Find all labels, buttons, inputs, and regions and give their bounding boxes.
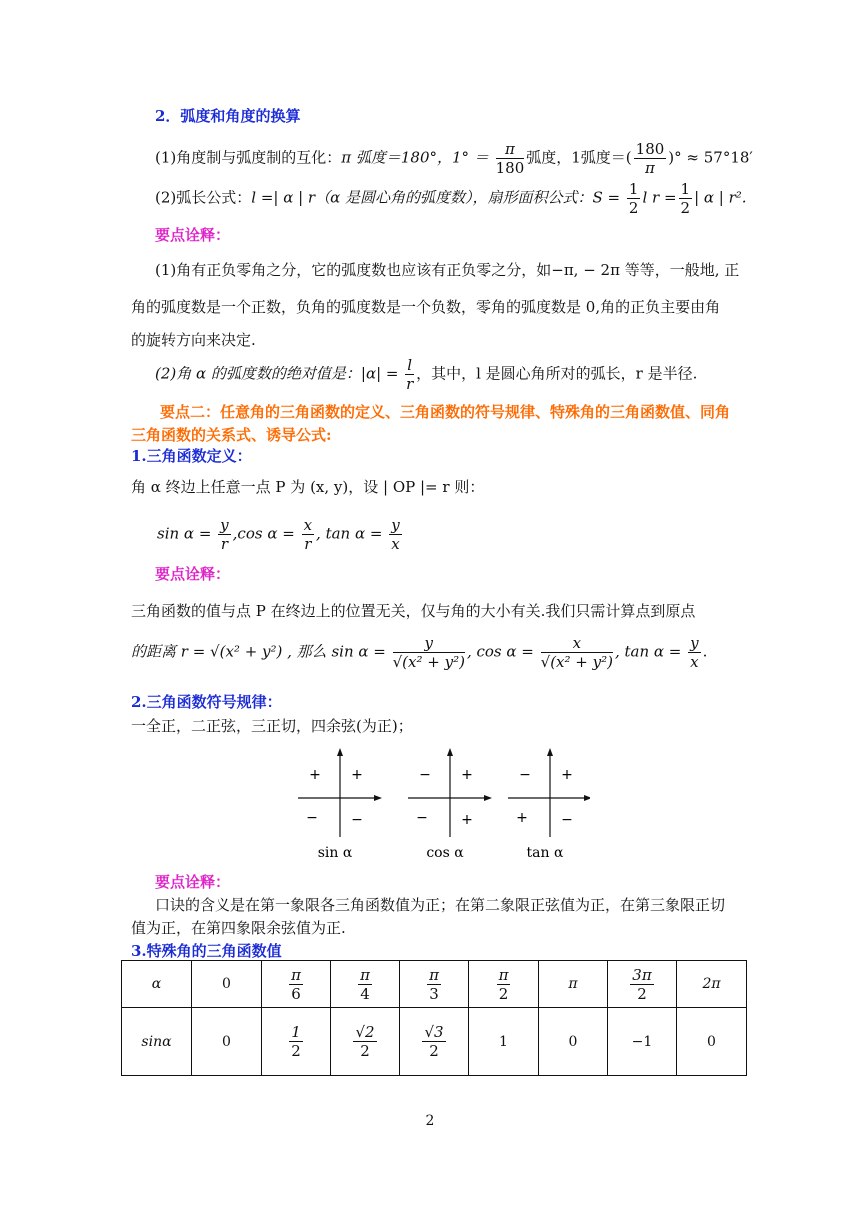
x-axis-arrow-icon <box>374 795 382 801</box>
x-axis-arrow-icon <box>484 795 492 801</box>
fraction-numerator: π <box>429 965 439 984</box>
x-over-r-fraction <box>302 516 314 553</box>
quadrant-sign: − <box>416 810 428 826</box>
x-over-sqrt-fraction <box>541 634 613 671</box>
fraction-numerator: l <box>407 356 413 374</box>
fraction-denominator: r <box>406 375 414 393</box>
arc-length-text-b: l r = <box>642 188 677 207</box>
table-cell <box>262 961 331 1008</box>
table-cell: α <box>122 961 192 1008</box>
quadrant-diagram <box>508 748 590 861</box>
quadrant-sign: + <box>461 812 473 828</box>
diagram-label: sin α <box>317 845 353 861</box>
table-cell <box>262 1008 331 1076</box>
cell-fraction <box>427 966 441 1003</box>
special-values-title: 3.特殊角的三角函数值 <box>131 942 282 960</box>
fraction-numerator: √3 <box>424 1023 444 1041</box>
fraction-numerator: 3π <box>632 965 652 984</box>
fraction-numerator: y <box>391 516 400 534</box>
note-line2-text-d: . <box>702 642 708 661</box>
fraction-numerator: π <box>360 965 370 984</box>
quadrant-sign: − <box>519 767 531 783</box>
page-number: 2 <box>425 1113 435 1129</box>
tan-label: , tan α = <box>316 524 383 543</box>
note2-line <box>155 356 697 393</box>
note-line2-text-a: 的距离 r = √(x² + y²) , 那么 sin α = <box>131 642 386 661</box>
special-values-table <box>121 960 747 1076</box>
note1-line1: (1)角有正负零角之分，它的弧度数也应该有正负零之分，如−π, − 2π 等等，一般地, 正 <box>155 261 740 279</box>
180-over-pi-fraction <box>634 140 667 177</box>
table-cell <box>400 1008 469 1076</box>
table-cell <box>608 961 677 1008</box>
quadrant-sign: − <box>351 812 363 828</box>
y-over-r-fraction <box>218 516 230 553</box>
table-cell <box>400 961 469 1008</box>
arc-length-text-c: | α | r². <box>694 188 747 207</box>
fraction-denominator: 2 <box>498 984 509 1003</box>
cell-fraction <box>422 1023 445 1060</box>
fraction-denominator: 2 <box>628 199 639 217</box>
note1-line2: 角的弧度数是一个正数，负角的弧度数是一个负数，零角的弧度数是 0,角的正负主要由角 <box>131 298 721 316</box>
table-cell: sinα <box>122 1008 192 1076</box>
fraction-denominator: r <box>304 535 312 553</box>
fraction-denominator: √(x² + y²) <box>392 653 465 671</box>
sign-quadrant-diagrams <box>290 745 590 865</box>
sin-label: sin α = <box>157 524 212 543</box>
fraction-denominator: π <box>645 159 655 177</box>
table-cell: 0 <box>192 1008 262 1076</box>
definition-formulas <box>157 516 404 553</box>
arc-length-label: (2)弧长公式： <box>155 188 252 207</box>
fraction-denominator: √(x² + y²) <box>540 653 613 671</box>
y-over-x-fraction <box>389 516 401 553</box>
y-over-x-fraction-2 <box>688 634 700 671</box>
fraction-numerator: √2 <box>355 1023 375 1041</box>
table-cell: 0 <box>192 961 262 1008</box>
conversion-text-a: π 弧度＝180°，1° ＝ <box>341 148 489 167</box>
definition-line1: 角 α 终边上任意一点 P 为 (x, y)，设 | OP |= r 则： <box>131 478 485 496</box>
fraction-denominator: 2 <box>360 1042 370 1060</box>
table-row <box>122 961 747 1008</box>
def-note-line2 <box>131 634 707 671</box>
arc-length-text-a: l =| α | r（α 是圆心角的弧度数），扇形面积公式：S = <box>251 188 621 207</box>
half-fraction <box>627 180 641 217</box>
conversion-line <box>155 140 753 177</box>
conversion-text-c: )° ≈ 57°18′ <box>668 148 753 167</box>
l-over-r-fraction <box>405 356 414 393</box>
fraction-numerator: x <box>303 516 313 534</box>
quadrant-sign: + <box>351 767 363 783</box>
table-cell <box>331 1008 400 1076</box>
quadrant-diagram <box>298 748 382 861</box>
fraction-denominator: 3 <box>429 984 439 1003</box>
quadrant-sign: − <box>306 810 318 826</box>
sign-note-line2: 值为正，在第四象限余弦值为正. <box>131 919 346 937</box>
quadrant-sign: − <box>419 767 431 783</box>
fraction-denominator: 2 <box>637 984 647 1003</box>
fraction-denominator: 6 <box>291 984 301 1003</box>
definition-title: 1.三角函数定义： <box>131 447 252 465</box>
note-line2-text-c: , tan α = <box>614 642 682 661</box>
table-row <box>122 1008 747 1076</box>
cell-fraction <box>358 966 372 1003</box>
quadrant-sign: + <box>461 767 473 783</box>
cell-fraction <box>630 966 653 1003</box>
table-cell: π <box>539 961 608 1008</box>
table-cell <box>331 961 400 1008</box>
cell-fraction <box>353 1023 376 1060</box>
x-axis-arrow-icon <box>584 795 590 801</box>
fraction-denominator: x <box>391 535 400 553</box>
quadrant-sign: + <box>309 767 321 783</box>
fraction-denominator: 2 <box>680 199 691 217</box>
table-cell: 0 <box>677 1008 747 1076</box>
quadrant-sign: + <box>561 767 573 783</box>
point2-title-line2: 三角函数的关系式、诱导公式: <box>131 426 332 444</box>
quadrant-diagram <box>408 748 492 861</box>
fraction-numerator: π <box>496 140 525 159</box>
fraction-numerator: 1 <box>628 180 639 198</box>
table-cell: 1 <box>469 1008 539 1076</box>
note-title-1: 要点诠释： <box>155 226 231 244</box>
cell-fraction <box>289 966 303 1003</box>
diagram-label: cos α <box>426 845 464 861</box>
quadrant-sign: − <box>561 812 573 828</box>
fraction-numerator: x <box>541 634 613 653</box>
half-fraction-2 <box>679 180 693 217</box>
diagram-label: tan α <box>526 845 564 861</box>
fraction-numerator: π <box>498 965 509 984</box>
fraction-numerator: y <box>393 634 465 653</box>
fraction-denominator: 2 <box>291 1042 301 1060</box>
arc-length-line <box>155 180 747 217</box>
table-cell: −1 <box>608 1008 677 1076</box>
point2-title-line1: 要点二：任意角的三角函数的定义、三角函数的符号规律、特殊角的三角函数值、同角 <box>160 403 731 421</box>
fraction-numerator: y <box>220 516 229 534</box>
fraction-denominator: r <box>220 535 228 553</box>
fraction-denominator: x <box>690 653 699 671</box>
fraction-numerator: y <box>690 634 699 652</box>
note-line2-text-b: , cos α = <box>466 642 534 661</box>
def-note-line1: 三角函数的值与点 P 在终边上的位置无关，仅与角的大小有关.我们只需计算点到原点 <box>131 602 696 620</box>
note-title-3: 要点诠释： <box>155 873 231 891</box>
y-axis-arrow-icon <box>547 748 553 756</box>
conversion-text-b: 弧度，1弧度＝( <box>526 148 632 167</box>
cos-label: ,cos α = <box>232 524 295 543</box>
fraction-denominator: 2 <box>429 1042 439 1060</box>
fraction-numerator: 180 <box>635 140 665 158</box>
cell-fraction <box>497 966 511 1003</box>
y-axis-arrow-icon <box>447 748 453 756</box>
y-over-sqrt-fraction <box>393 634 465 671</box>
table-cell <box>469 961 539 1008</box>
sign-note-line1: 口诀的含义是在第一象限各三角函数值为正；在第二象限正弦值为正，在第三象限正切 <box>155 896 726 914</box>
note2-text-b: ，其中，l 是圆心角所对的弧长，r 是半径. <box>416 364 698 383</box>
note1-line3: 的旋转方向来决定. <box>131 331 256 349</box>
fraction-numerator: 1 <box>291 1023 301 1041</box>
fraction-numerator: 1 <box>680 180 691 198</box>
table-cell: 0 <box>539 1008 608 1076</box>
table-cell: 2π <box>677 961 747 1008</box>
y-axis-arrow-icon <box>337 748 343 756</box>
fraction-numerator: π <box>291 965 301 984</box>
section-title-radian-conversion: 2．弧度和角度的换算 <box>155 107 301 125</box>
quadrant-sign: + <box>516 810 528 826</box>
fraction-denominator: 4 <box>360 984 370 1003</box>
cell-fraction <box>289 1023 303 1060</box>
pi-over-180-fraction <box>496 140 525 177</box>
note2-text-a: (2)角 α 的弧度数的绝对值是：|α| = <box>155 364 399 383</box>
note-title-2: 要点诠释： <box>155 565 231 583</box>
fraction-denominator: 180 <box>495 159 525 177</box>
sign-rule-text: 一全正，二正弦，三正切，四余弦(为正)； <box>131 717 413 735</box>
conversion-label: (1)角度制与弧度制的互化： <box>155 148 342 167</box>
sign-rule-title: 2.三角函数符号规律： <box>131 693 282 711</box>
